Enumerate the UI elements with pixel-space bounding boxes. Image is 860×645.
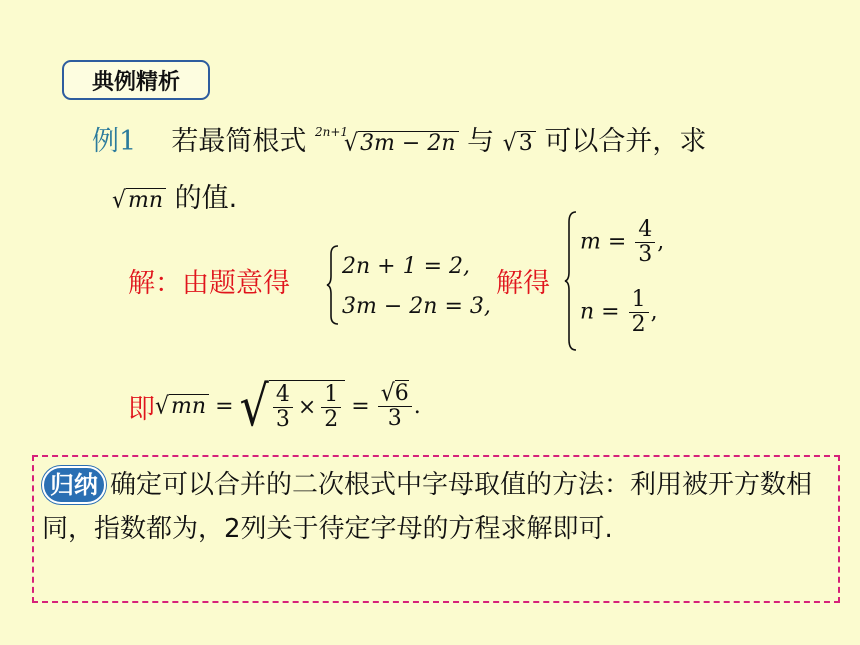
section-badge <box>62 60 210 100</box>
result-prefix: 即 <box>128 393 155 425</box>
sqrt-3: √3 <box>503 120 536 168</box>
root-index: 2n+1 <box>314 125 349 139</box>
left-brace-icon <box>326 244 340 326</box>
question-suffix: 可以合并，求 <box>544 126 707 157</box>
result-sqrt-product: √ $\frac{4}{3}$ × $\frac{1}{2}$ <box>240 380 346 432</box>
question-end: 的值. <box>174 183 238 214</box>
left-brace-icon <box>564 210 578 352</box>
n-solution: n = $\frac{1}{2}$ , <box>580 287 658 338</box>
example-question-line2 <box>112 176 237 224</box>
example-label: 例1 <box>92 126 137 157</box>
badge-label: 典例精析 <box>91 69 180 95</box>
system-brace <box>326 244 340 330</box>
result-final-fraction: $\frac{√6}{3}$ <box>378 382 412 431</box>
summary-tag: 归纳 <box>42 466 106 504</box>
solution-prefix: 解：由题意得 <box>128 268 290 299</box>
question-with: 与 <box>467 126 495 157</box>
summary-text: 确定可以合并的二次根式中字母取值的方法：利用被开方数相同，指数都为，2列关于待定字母的方程求解即可. <box>42 470 813 544</box>
solved-label: 解得 <box>496 268 550 299</box>
example-question-line1 <box>92 118 706 170</box>
m-solution: m = $\frac{4}{3}$ , <box>580 217 665 268</box>
sqrt-mn: √mn <box>112 178 166 224</box>
question-prefix: 若最简根式 <box>171 126 307 157</box>
result-line: 即 √mn = √ $\frac{4}{3}$ × $\frac{1}{2}$ = $\frac{√6}{3}$ . <box>128 373 421 439</box>
system-equation-2: 3m − 2n = 3, <box>342 294 491 319</box>
summary-box <box>32 455 840 603</box>
solution-brace <box>564 210 578 356</box>
result-sqrt-mn: √mn <box>155 394 209 419</box>
nth-root-expression: $^{2n+1}$√3m − 2n <box>315 120 459 170</box>
summary-paragraph <box>42 463 832 551</box>
system-equation-1: 2n + 1 = 2, <box>342 254 470 279</box>
radicand-main: 3m − 2n <box>358 131 458 155</box>
